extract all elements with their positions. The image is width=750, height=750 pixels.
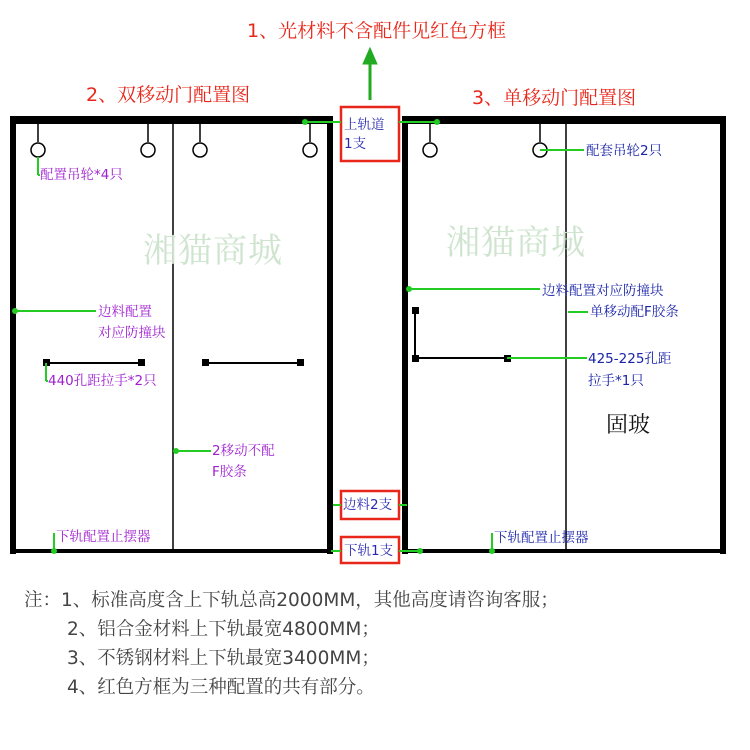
single-door-handle: [413, 308, 510, 361]
double-bottom-stopper-label: 下轨配置止摆器: [56, 529, 151, 545]
double-handle-label: 440孔距拉手*2只: [48, 373, 157, 389]
bottom-rail-label: 下轨1支: [344, 543, 394, 559]
single-handle-label-1: 425-225孔距: [588, 351, 672, 367]
single-side-bumper-label: 边料配置对应防撞块: [542, 283, 664, 299]
note-2: 2、铝合金材料上下轨最宽4800MM；: [67, 619, 380, 640]
title-single-door: 3、单移动门配置图: [472, 87, 637, 109]
title-double-door: 2、双移动门配置图: [86, 84, 251, 106]
note-1: 注：1、标准高度含上下轨总高2000MM，其他高度请咨询客服；: [24, 590, 559, 611]
note-3: 3、不锈钢材料上下轨最宽3400MM；: [67, 648, 380, 669]
double-rollers-label: 配置吊轮*4只: [40, 167, 123, 183]
double-side-bumper-label-1: 边料配置: [98, 304, 152, 320]
fixed-glass-label: 固玻: [606, 413, 651, 438]
side-material-label: 边料2支: [343, 497, 393, 513]
single-strip-label: 单移动配F胶条: [590, 304, 679, 320]
double-no-strip-label-1: 2移动不配: [212, 443, 275, 459]
top-rail-label-1: 上轨道: [344, 117, 385, 133]
top-rail-label-2: 1支: [344, 136, 367, 152]
single-door-frame: [402, 116, 726, 554]
watermark-left: 湘猫商城: [143, 231, 283, 271]
watermark-right: 湘猫商城: [446, 223, 586, 263]
single-bottom-stopper-label: 下轨配置止摆器: [494, 530, 589, 546]
notes-block: [24, 586, 559, 702]
title-common-parts: 1、光材料不含配件见红色方框: [247, 20, 507, 42]
single-handle-label-2: 拉手*1只: [588, 373, 644, 389]
double-side-bumper-label-2: 对应防撞块: [98, 325, 166, 341]
single-rollers-label: 配套吊轮2只: [586, 143, 663, 159]
double-door-rollers: [31, 124, 317, 157]
up-arrow-icon: [363, 48, 377, 100]
note-4: 4、红色方框为三种配置的共有部分。: [67, 677, 375, 698]
double-no-strip-label-2: F胶条: [212, 464, 247, 480]
single-door-rollers: [423, 124, 547, 157]
